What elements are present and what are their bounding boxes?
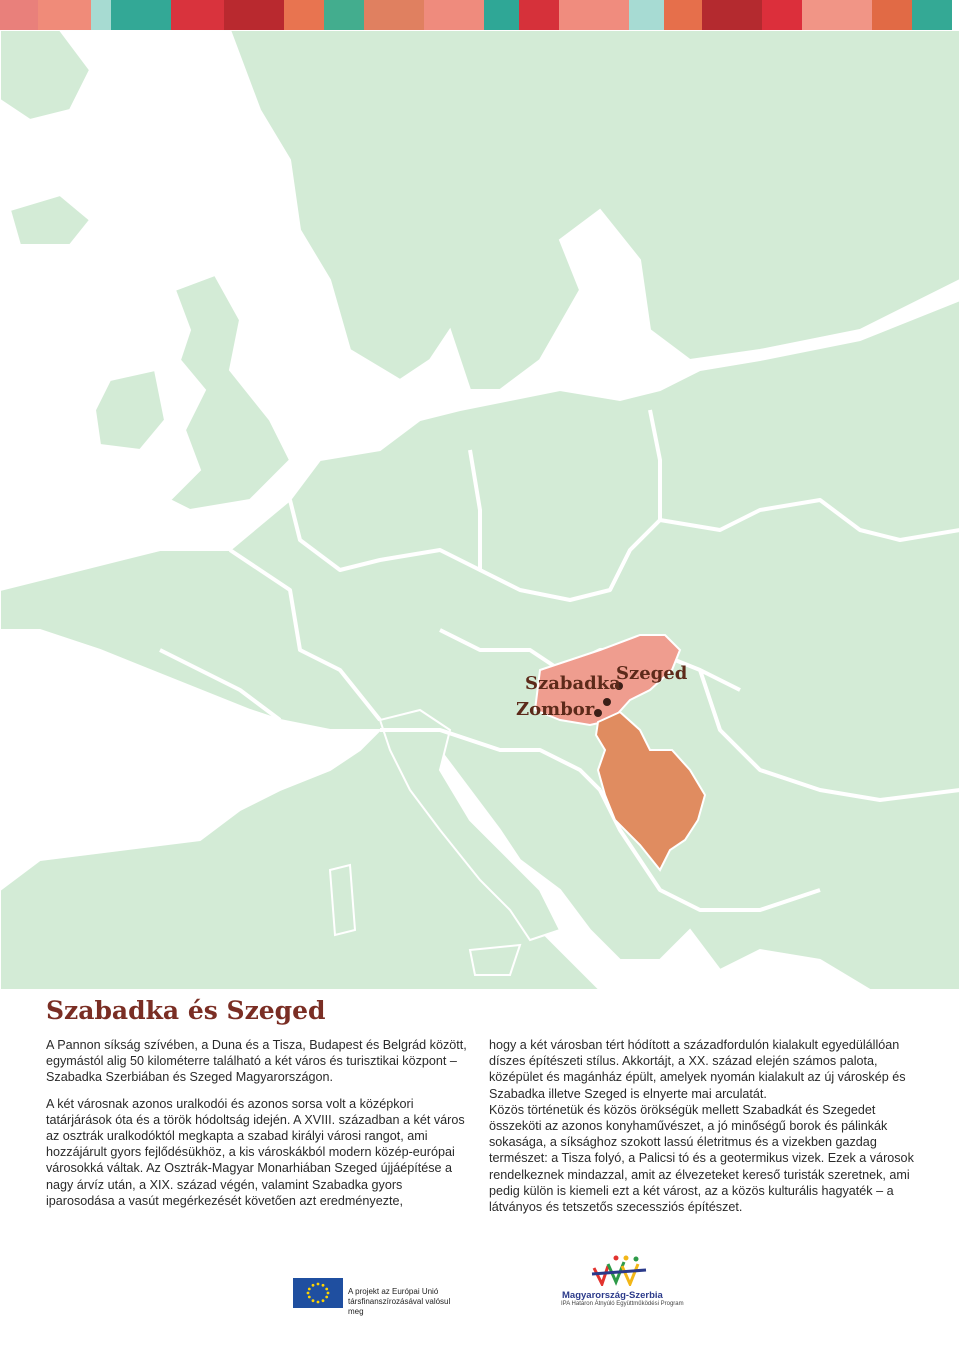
zombor-marker — [594, 709, 602, 717]
program-title: Magyarország-Szerbia — [562, 1290, 663, 1301]
land-sardinia — [330, 865, 355, 935]
color-strip-segment — [284, 0, 324, 30]
text-column-right — [489, 1037, 919, 1215]
color-strip-segment — [424, 0, 484, 30]
decorative-color-strip — [0, 0, 960, 30]
color-strip-segment — [872, 0, 912, 30]
color-strip-segment — [324, 0, 364, 30]
color-strip-segment — [224, 0, 284, 30]
land-sicily — [470, 945, 520, 975]
color-strip-segment — [111, 0, 171, 30]
paragraph: hogy a két városban tért hódított a századfordulón kialakult egyedülállóan díszes építészeti stílus. Akkortájt, a XX. század elején számos palota, középület és magánház épült, amelyek nyomán kialakult az új városkép és Szabadka illetve Szeged is elnyerte mai arculatát. — [489, 1038, 906, 1101]
szabadka-label: Szabadka — [525, 673, 621, 694]
color-strip-segment — [664, 0, 702, 30]
page-title: Szabadka és Szeged — [46, 996, 326, 1025]
eu-cofinancing-text — [348, 1287, 468, 1317]
europe-map — [0, 30, 960, 990]
footer — [0, 1236, 960, 1350]
paragraph: A két városnak azonos uralkodói és azonos sorsa volt a középkori tatárjárások óta és a török hódoltság idején. A XVIII. században a két város az osztrák uralkodóktól megkapta a szabad királyi városi rangot, ami hozzájárult gyors fejlődésükhöz, a kis városkákból modern közép-európai városokká váltak. Az Osztrák-Magyar Monarhiában Szeged újjáépítése a nagy árvíz után, a XIX. század végén, valamint Szabadka gyors iparosodása a vasút megérkezését követően azt eredményezte, — [46, 1096, 465, 1208]
color-strip-segment — [519, 0, 559, 30]
color-strip-segment — [364, 0, 424, 30]
szabadka-marker — [603, 698, 611, 706]
color-strip-segment — [171, 0, 224, 30]
color-strip-segment — [629, 0, 664, 30]
paragraph: A Pannon síkság szívében, a Duna és a Tisza, Budapest és Belgrád között, egymástól alig 50 kilométerre található a két város és turisztikai központ – Szabadka Szerbiában és Szeged Magyarországon. — [46, 1038, 467, 1085]
text-column-left — [46, 1037, 471, 1219]
eu-text-line: társfinanszírozásával valósul meg — [348, 1297, 451, 1316]
color-strip-segment — [762, 0, 802, 30]
color-strip-segment — [802, 0, 872, 30]
color-strip-segment — [559, 0, 629, 30]
color-strip-segment — [0, 0, 38, 30]
color-strip-segment — [912, 0, 952, 30]
color-strip-segment — [484, 0, 519, 30]
color-strip-segment — [91, 0, 111, 30]
eu-text-line: A projekt az Európai Unió — [348, 1287, 439, 1296]
szeged-label: Szeged — [616, 663, 688, 684]
eu-flag-logo — [293, 1278, 343, 1308]
color-strip-segment — [702, 0, 762, 30]
zombor-label: Zombor — [516, 699, 595, 720]
program-subtitle: IPA Határon Átnyúló Együttműködési Program — [561, 1301, 684, 1307]
paragraph: Közös történetük és közös örökségük mellett Szabadkát és Szegedet összeköti az azonos konyhaművészet, a jó minőségű borok és pálinkák sokasága, a síksághoz szokott lassú életritmus és a vizekben gazdag természet: a Tisza folyó, a Palicsi tó és a geotermikus vizek. Ezek a városok rendelkeznek mindazzal, amit az élvezeteket kereső turisták szeretnek, ami pedig külön is kiemeli ezt a két várost, az a közös kulturális hagyaték – a látványos és tetszetős szecessziós építészet. — [489, 1102, 914, 1215]
hungary-serbia-program-logo — [590, 1254, 650, 1286]
color-strip-segment — [38, 0, 91, 30]
